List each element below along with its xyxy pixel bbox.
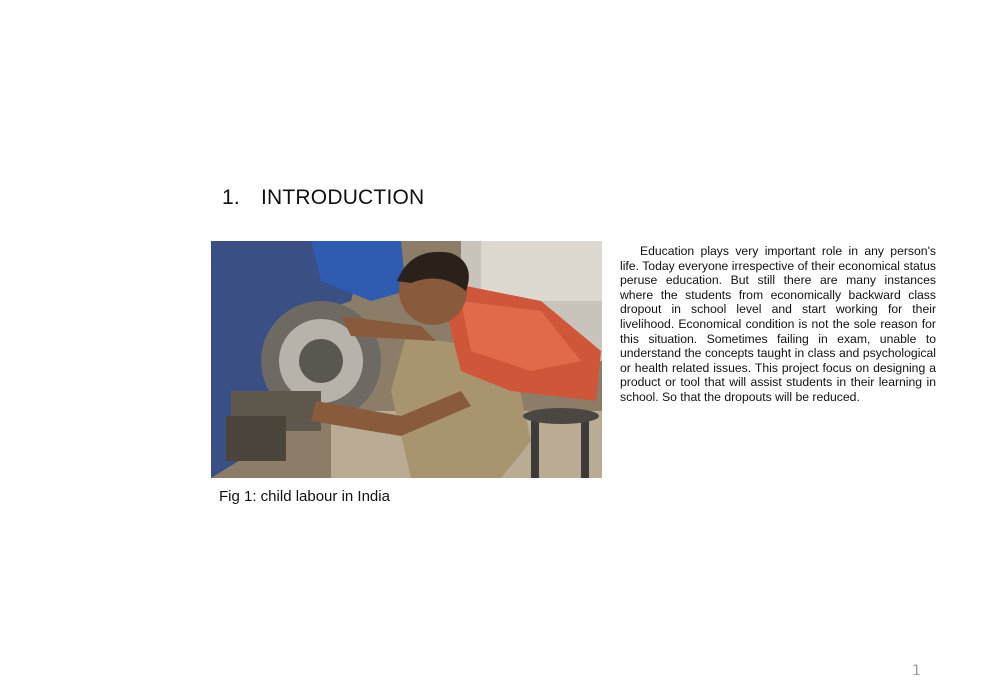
section-number: 1.	[222, 186, 240, 209]
page-number: 1	[912, 663, 921, 679]
child-labour-photo-illustration	[211, 241, 602, 478]
introduction-paragraph: Education plays very important role in any person's life. Today everyone irrespective of their economical status peruse education. But still there are many instances where the students from economically backward class dropout in school level and start working for their livelihood. Economical condition is not the sole reason for this situation. Sometimes failing in exam, unable to understand the concepts taught in class and psychological or health related issues. This project focus on designing a product or tool that will assist students in their learning in school. So that the dropouts will be reduced.	[620, 244, 936, 404]
figure-caption: Fig 1: child labour in India	[219, 488, 390, 505]
figure-photo	[211, 241, 602, 478]
section-title: INTRODUCTION	[261, 186, 425, 209]
section-heading	[222, 186, 424, 210]
